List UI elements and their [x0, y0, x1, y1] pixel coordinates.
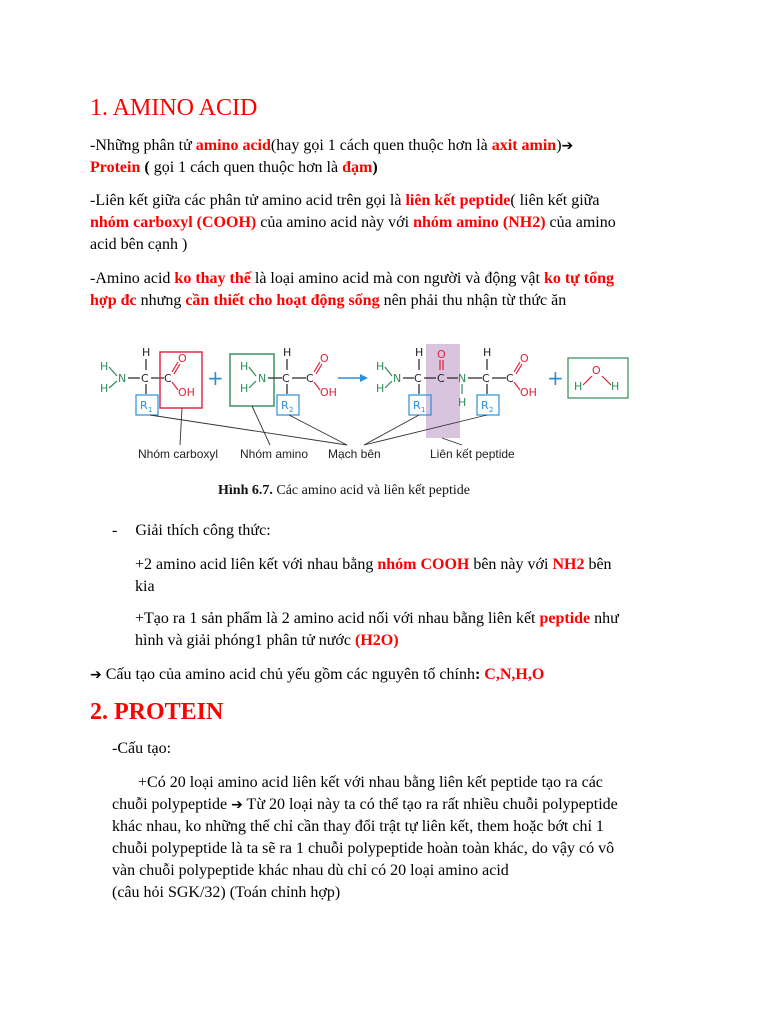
- paragraph-essential-amino-acid: -Amino acid ko thay thế là loại amino acid mà con người và động vật ko tự tổng hợp đc nhưng cần thiết cho hoạt động sống nên phải thu nhận từ thức ăn: [90, 270, 614, 309]
- amino-acid-2: [230, 346, 337, 415]
- svg-text:2: 2: [489, 406, 494, 414]
- conclusion-line: ➔ Cấu tạo của amino acid chủ yếu gồm các nguyên tố chính: C,N,H,O: [90, 666, 545, 683]
- svg-text:C: C: [306, 372, 314, 385]
- svg-text:O: O: [320, 352, 329, 365]
- arrow-right-icon: ➔: [561, 138, 574, 154]
- svg-text:C: C: [141, 372, 149, 385]
- svg-text:H: H: [458, 396, 467, 409]
- svg-text:C: C: [282, 372, 290, 385]
- svg-text:1: 1: [148, 406, 153, 414]
- paragraph-amino-acid-definition: -Những phân tử amino acid(hay gọi 1 cách quen thuộc hơn là axit amin)➔ Protein ( gọi 1 cách quen thuộc hơn là đạm): [90, 137, 574, 176]
- label-amino: Nhóm amino: [240, 447, 309, 461]
- figure-caption: Hình 6.7. Các amino acid và liên kết peptide: [218, 483, 470, 498]
- svg-text:H: H: [142, 346, 151, 359]
- amino-acid-1: [100, 346, 202, 415]
- water-molecule: [568, 358, 628, 398]
- svg-text:O: O: [592, 364, 601, 377]
- section-heading-protein: 2. PROTEIN: [90, 699, 224, 725]
- arrow-right-icon: ➔: [90, 667, 102, 683]
- svg-text:H: H: [415, 346, 424, 359]
- svg-text:H: H: [283, 346, 292, 359]
- svg-text:N: N: [118, 372, 127, 385]
- reaction-arrow-head: [360, 374, 368, 382]
- svg-text:N: N: [458, 372, 467, 385]
- svg-text:N: N: [258, 372, 267, 385]
- svg-text:O: O: [520, 352, 529, 365]
- svg-text:C: C: [414, 372, 422, 385]
- amino-box: [230, 354, 274, 406]
- svg-text:OH: OH: [178, 386, 195, 399]
- explanation-line-1: +2 amino acid liên kết với nhau bằng nhóm COOH bên này với NH2 bên kia: [135, 556, 612, 595]
- svg-text:O: O: [437, 348, 446, 361]
- dipeptide: [376, 344, 537, 438]
- peptide-diagram-svg: [92, 340, 682, 510]
- explanation-line-2: +Tạo ra 1 sản phẩm là 2 amino acid nối với nhau bằng liên kết peptide như hình và giải phóng1 phân tử nước (H2O): [135, 610, 619, 649]
- explanation-title: - Giải thích công thức:: [112, 522, 271, 539]
- svg-text:R: R: [413, 399, 421, 412]
- svg-text:C: C: [482, 372, 490, 385]
- svg-text:C: C: [437, 372, 445, 385]
- protein-paragraph: +Có 20 loại amino acid liên kết với nhau bằng liên kết peptide tạo ra các chuỗi polypeptide ➔ Từ 20 loại này ta có thể tạo ra rất nhiều chuỗi polypeptide khác nhau, ko những thế chỉ cần thay đổi trật tự liên kết, them hoặc bớt chỉ 1 chuỗi polypeptide là ta sẽ ra 1 chuỗi polypeptide hoàn toàn khác, do vậy có vô vàn chuỗi polypeptide khác nhau dù chỉ có 20 loại amino acid (câu hỏi SGK/32) (Toán chỉnh hợp): [112, 774, 618, 901]
- svg-text:R: R: [140, 399, 148, 412]
- svg-text:N: N: [393, 372, 402, 385]
- svg-text:H: H: [611, 380, 620, 393]
- svg-text:O: O: [178, 352, 187, 365]
- label-side-chain: Mạch bên: [328, 447, 381, 461]
- svg-text:H: H: [100, 360, 109, 373]
- svg-text:R: R: [281, 399, 289, 412]
- section-heading-amino-acid: 1. AMINO ACID: [90, 95, 258, 121]
- label-peptide-bond: Liên kết peptide: [430, 447, 515, 461]
- svg-text:H: H: [100, 382, 109, 395]
- protein-structure-subtitle: -Cấu tạo:: [112, 740, 172, 757]
- svg-text:C: C: [506, 372, 514, 385]
- svg-text:H: H: [574, 380, 583, 393]
- svg-text:OH: OH: [520, 386, 537, 399]
- plus-sign: +: [207, 366, 224, 390]
- svg-text:C: C: [164, 372, 172, 385]
- svg-text:OH: OH: [320, 386, 337, 399]
- arrow-right-icon: ➔: [231, 797, 243, 813]
- svg-text:H: H: [240, 360, 249, 373]
- svg-text:H: H: [483, 346, 492, 359]
- svg-text:2: 2: [289, 406, 294, 414]
- label-carboxyl: Nhóm carboxyl: [138, 447, 219, 461]
- figure-peptide-bond-diagram: [92, 340, 682, 510]
- paragraph-peptide-bond: -Liên kết giữa các phân tử amino acid trên gọi là liên kết peptide( liên kết giữa nhóm carboxyl (COOH) của amino acid này với nhóm amino (NH2) của amino acid bên cạnh ): [90, 192, 616, 253]
- svg-text:+: +: [547, 366, 564, 390]
- svg-text:R: R: [481, 399, 489, 412]
- svg-text:H: H: [376, 360, 385, 373]
- svg-text:H: H: [376, 382, 385, 395]
- svg-text:1: 1: [421, 406, 426, 414]
- svg-text:H: H: [240, 382, 249, 395]
